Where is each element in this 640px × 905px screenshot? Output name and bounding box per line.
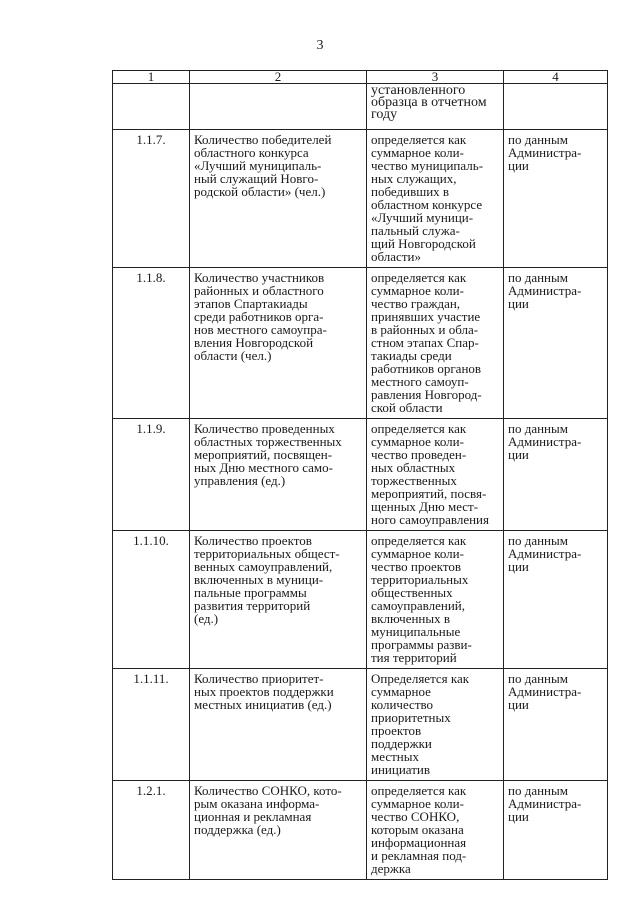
row-number: 1.1.7. (113, 130, 190, 268)
calculation-method: установленного образца в отчетном году (367, 84, 504, 130)
header-cell-1: 1 (113, 71, 190, 84)
row-number: 1.1.10. (113, 531, 190, 669)
table-row (113, 419, 608, 531)
row-number: 1.1.8. (113, 268, 190, 419)
indicator-name: Количество проведенных областных торжественных мероприятий, посвящен- ных Дню местного само- управления (ед.) (190, 419, 367, 531)
table-row (113, 531, 608, 669)
data-source: по данным Администра- ции (504, 419, 608, 531)
header-cell-2: 2 (190, 71, 367, 84)
table-header-row (113, 71, 608, 84)
data-source: по данным Администра- ции (504, 781, 608, 880)
page-number: 3 (316, 38, 324, 53)
calculation-method: определяется как суммарное коли- чество граждан, принявших участие в районных и обла- стном этапах Спар- такиады среди работников органов местного самоуп- равления Новгород- ской области (367, 268, 504, 419)
row-number (113, 84, 190, 130)
indicators-table (112, 70, 608, 880)
indicator-name: Количество приоритет- ных проектов поддержки местных инициатив (ед.) (190, 669, 367, 781)
row-number: 1.1.11. (113, 669, 190, 781)
calculation-method: определяется как суммарное коли- чество СОНКО, которым оказана информационная и рекламная под- держка (367, 781, 504, 880)
data-source (504, 84, 608, 130)
calculation-method: определяется как суммарное коли- чество муниципаль- ных служащих, победивших в областном конкурсе «Лучший муници- пальный служа- щий Новгородской области» (367, 130, 504, 268)
header-cell-4: 4 (504, 71, 608, 84)
table-row (113, 130, 608, 268)
data-source: по данным Администра- ции (504, 130, 608, 268)
header-cell-3: 3 (367, 71, 504, 84)
row-number: 1.1.9. (113, 419, 190, 531)
data-source: по данным Администра- ции (504, 669, 608, 781)
table-row (113, 781, 608, 880)
table-row (113, 669, 608, 781)
indicator-name (190, 84, 367, 130)
data-source: по данным Администра- ции (504, 531, 608, 669)
indicator-name: Количество участников районных и областного этапов Спартакиады среди работников орга- нов местного самоупра- вления Новгородской области (чел.) (190, 268, 367, 419)
calculation-method: определяется как суммарное коли- чество проведен- ных областных торжественных мероприятий, посвя- щенных Дню мест- ного самоуправления (367, 419, 504, 531)
table-row (113, 268, 608, 419)
data-source: по данным Администра- ции (504, 268, 608, 419)
indicator-name: Количество проектов территориальных общест- венных самоуправлений, включенных в муници- пальные программы развития территорий (ед.) (190, 531, 367, 669)
row-number: 1.2.1. (113, 781, 190, 880)
indicator-name: Количество СОНКО, кото- рым оказана информа- ционная и рекламная поддержка (ед.) (190, 781, 367, 880)
calculation-method: определяется как суммарное коли- чество проектов территориальных общественных самоуправлений, включенных в муниципальные программы разви- тия территорий (367, 531, 504, 669)
table-row-continuation (113, 84, 608, 130)
indicator-name: Количество победителей областного конкурса «Лучший муниципаль- ный служащий Новго- родской области» (чел.) (190, 130, 367, 268)
calculation-method: Определяется как суммарное количество приоритетных проектов поддержки местных инициатив (367, 669, 504, 781)
